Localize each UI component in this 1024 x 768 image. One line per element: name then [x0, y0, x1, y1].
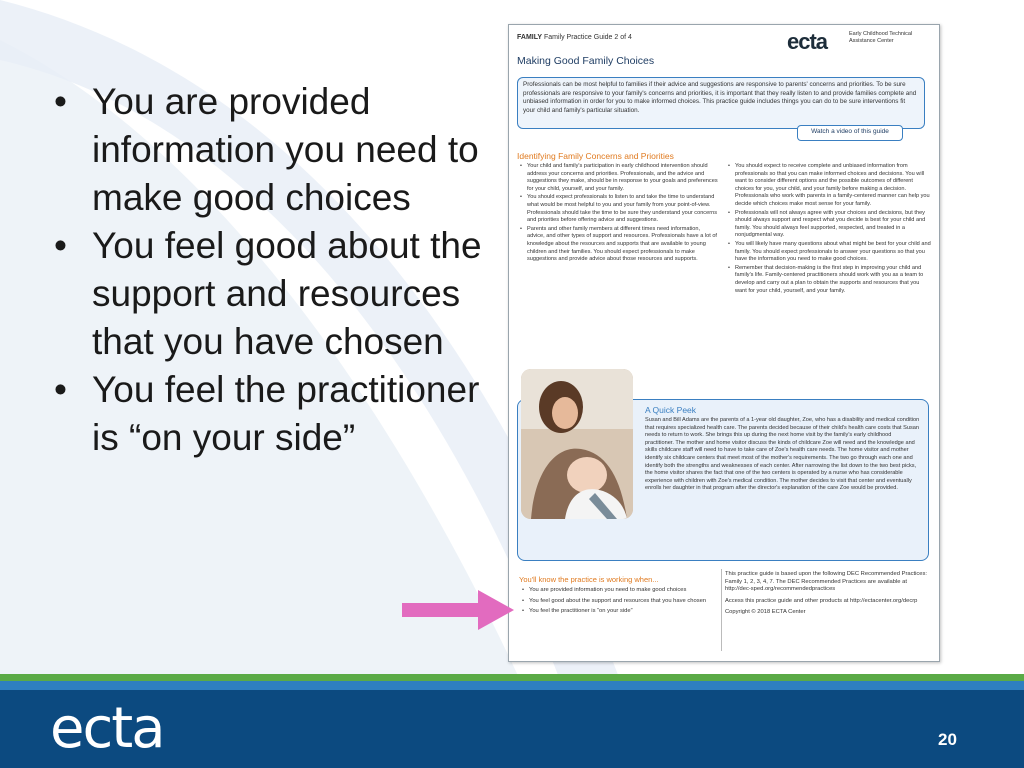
footer-stripe-blue	[0, 681, 1024, 690]
guide-left-item: • Your child and family's participation in early childhood intervention should address your concerns and priorities. Professionals, and the advice and suggestions they make, should be in response to your goals and preferences for your child, yourself, and your family.	[519, 163, 719, 193]
guide-source-info	[725, 571, 931, 621]
bullet-item	[52, 78, 492, 222]
guide-right-item: • You will likely have many questions about what might be best for your child and family. You should expect professionals to answer your questions so that you have the information you need to make good choices.	[727, 241, 931, 264]
bullet-text: You are provided information you need to make good choices	[92, 81, 479, 218]
footer-stripe-green	[0, 674, 1024, 681]
ecta-logo: ecta	[50, 696, 164, 761]
guide-header-family: FAMILY	[517, 34, 543, 41]
guide-left-column	[519, 163, 719, 265]
guide-copyright: Copyright © 2018 ECTA Center	[725, 609, 806, 616]
guide-right-item: • You should expect to receive complete and unbiased information from professionals so that you can make informed choices and decisions. You will want to consider different options and the possible outcomes of different choices for you, your child, and your family before making a decision. Professionals who work with parents in a family-centered manner can help you decide which choices make most sense for your family.	[727, 163, 931, 209]
guide-section-title: Identifying Family Concerns and Priorities	[517, 151, 674, 161]
quick-peek-text: Susan and Bill Adams are the parents of a 1-year old daughter, Zoe, who has a disability and medical condition that requires specialized health care. The parents decided because of their child's health care costs that Susan needs to return to work. She brings this up during the next home visit by the family's early childhood practitioner. The mother and home visitor discuss the kinds of childcare Zoe will need and the knowledge and skills childcare staff will need to have to take care of Zoe's health care needs. The home visitor and mother identify six childcare centers that meet most of the mother's requirements. The two go through each one and identify both the strengths and weaknesses of each center. After narrowing the list down to the two best picks, the home visitor shares the fact that one of the two centers is operated by a nurse who has considerable experience with children with Zoe's medical condition. The mother decides to visit that center and eventually enrolls her daughter in that program after the director's explanation of the care Zoe would be provided.	[645, 417, 920, 492]
guide-intro: Professionals can be most helpful to families if their advice and suggestions are responsive to parents' concerns and priorities. To be sure professionals are responsive to your family's concerns and priorities, it is important that they really listen to and provide families complete and unbiased information in order for you to make informed choices. This practice guide includes things you can do to be sure interventions fit your child and family's particular situation.	[517, 77, 925, 129]
mother-and-baby-photo	[521, 369, 633, 519]
bullet-text: You feel the practitioner is “on your side”	[92, 369, 480, 458]
guide-ecta-logo: ecta	[787, 29, 828, 54]
know-it-works-list	[521, 587, 717, 619]
right-arrow-icon	[402, 588, 514, 632]
page-number: 20	[938, 730, 957, 749]
bullet-item	[52, 222, 492, 366]
know-it-works-item: • You feel the practitioner is “on your side”	[521, 608, 717, 616]
quick-peek-title: A Quick Peek	[645, 405, 697, 415]
guide-left-item: • Parents and other family members at different times need information, advice, and other types of support and resources. Professionals have a lot of knowledge about the resources and supports that are available to young children and their families. You should expect professionals to make suggestions and provide advice about those resources and supports.	[519, 226, 719, 264]
guide-footer-divider	[721, 569, 722, 651]
guide-right-item: • Professionals will not always agree with your choices and decisions, but they should always support and respect what you decide is best for your child and family. You should always feel supported, respected, and treated in a nonjudgmental way.	[727, 210, 931, 240]
know-it-works-item: • You are provided information you need to make good choices	[521, 587, 717, 595]
guide-left-item: • You should expect professionals to listen to and take the time to understand what would be most helpful to you and your family from your point-of-view. Professionals should take the time to be sure they understand your concerns and priorities before offering advice and suggestions.	[519, 194, 719, 224]
know-it-works-title: You'll know the practice is working when...	[519, 575, 659, 584]
bullet-list	[52, 78, 492, 462]
slide-footer	[0, 690, 1024, 768]
watch-video-link[interactable]: Watch a video of this guide	[797, 125, 903, 141]
practice-guide-document	[508, 24, 940, 662]
guide-right-column	[727, 163, 931, 296]
know-it-works-item: • You feel good about the support and resources that you have chosen	[521, 598, 717, 606]
guide-title: Making Good Family Choices	[517, 55, 655, 67]
bullet-text: You feel good about the support and resources that you have chosen	[92, 225, 482, 362]
bullet-dot: •	[54, 225, 67, 266]
guide-source-access: Access this practice guide and other products at http://ectacenter.org/decrp	[725, 597, 918, 604]
guide-source-recommended: This practice guide is based upon the following DEC Recommended Practices: Family 1, 2, 3, 4, 7. The DEC Recommended Practices are available at http://dec-sped.org/recommendedpractices	[725, 571, 928, 593]
guide-header-text: Family Practice Guide 2 of 4	[543, 34, 632, 41]
bullet-dot: •	[54, 369, 67, 410]
guide-header	[517, 34, 632, 41]
guide-right-item: • Remember that decision-making is the first step in improving your child and family's life. Family-centered practitioners should work with you as a team to develop and carry out a plan to obtain the supports and resources that you want for your child, yourself, and your family.	[727, 265, 931, 295]
bullet-item	[52, 366, 492, 462]
bullet-dot: •	[54, 81, 67, 122]
guide-ecta-logo-subtitle: Early Childhood Technical Assistance Center	[849, 31, 913, 44]
